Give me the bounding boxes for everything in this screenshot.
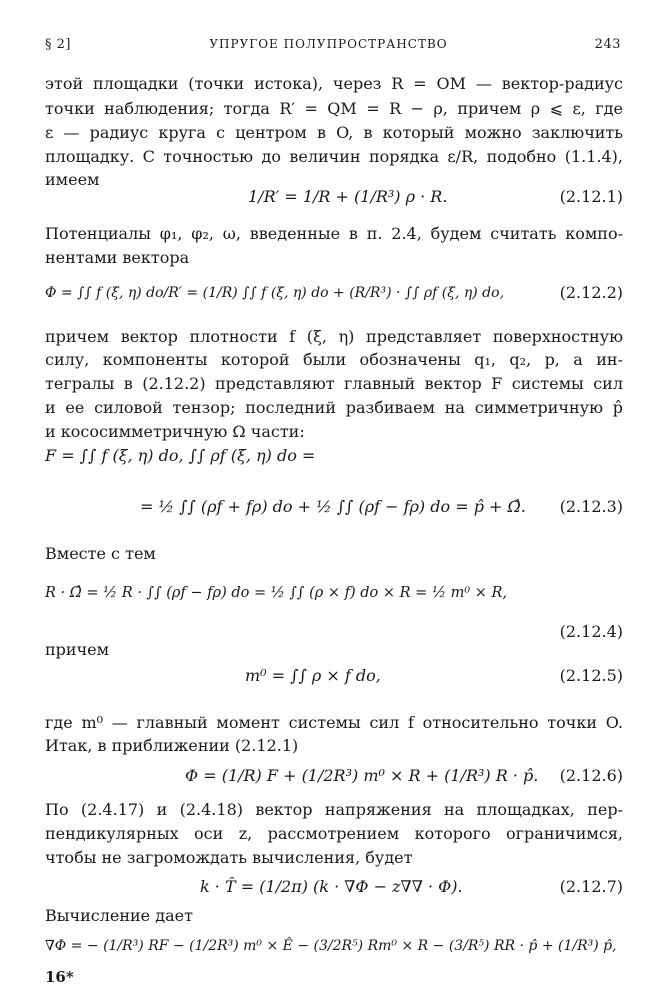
equation-number: (2.12.2) — [559, 283, 623, 302]
text-line: нентами вектора — [45, 248, 190, 267]
text-line: и кососимметричную Ω части: — [45, 422, 305, 441]
equation-gradient-phi: ∇Φ = − (1/R³) RF − (1/2R³) m⁰ × Ê − (3/2R⁵) Rm⁰ × R − (3/R⁵) RR · p̂ + (1/R³) p̂, — [45, 938, 617, 954]
equation-2-12-3-part1: F = ∫∫ f (ξ, η) do, ∫∫ ρf (ξ, η) do = — [45, 446, 316, 465]
text-line: По (2.4.17) и (2.4.18) вектор напряжения на площадках, пер- — [45, 800, 623, 819]
text-line: Итак, в приближении (2.12.1) — [45, 736, 299, 755]
text-line: Вычисление дает — [45, 906, 193, 925]
equation-2-12-4: R · Ω̂ = ½ R · ∫∫ (ρf − fρ) do = ½ ∫∫ (ρ × f) do × R = ½ m⁰ × R, — [45, 585, 508, 601]
running-title: УПРУГОЕ ПОЛУПРОСТРАНСТВО — [209, 37, 448, 51]
text-line: ε — радиус круга с центром в O, в который можно заключить — [45, 123, 623, 142]
equation-2-12-6: Φ = (1/R) F + (1/2R³) m⁰ × R + (1/R³) R · p̂. — [185, 766, 539, 785]
text-line: причем — [45, 640, 110, 659]
equation-number: (2.12.6) — [559, 766, 623, 785]
equation-2-12-7: k · T̂ = (1/2π) (k · ∇Φ − z∇∇ · Φ). — [200, 877, 463, 896]
text-line: пендикулярных оси z, рассмотрением которого ограничимся, — [45, 824, 623, 843]
equation-number: (2.12.5) — [559, 666, 623, 685]
section-label: § 2] — [45, 37, 71, 52]
page-number: 243 — [594, 37, 621, 52]
text-line: и ее силовой тензор; последний разбиваем на симметричную p̂ — [45, 398, 623, 417]
signature-mark: 16* — [45, 968, 74, 986]
equation-2-12-2: Φ = ∫∫ f (ξ, η) do/R′ = (1/R) ∫∫ f (ξ, η) do + (R/R³) · ∫∫ ρf (ξ, η) do, — [45, 285, 505, 301]
text-line: точки наблюдения; тогда R′ = QM = R − ρ, причем ρ ⩽ ε, где — [45, 99, 623, 118]
equation-2-12-1: 1/R′ = 1/R + (1/R³) ρ · R. — [248, 187, 448, 206]
text-line: где m⁰ — главный момент системы сил f относительно точки O. — [45, 713, 623, 732]
text-line: чтобы не загромождать вычисления, будет — [45, 848, 413, 867]
equation-number: (2.12.3) — [559, 497, 623, 516]
text-line: этой площадки (точки истока), через R = OM — вектор-радиус — [45, 74, 623, 93]
text-line: тегралы в (2.12.2) представляют главный вектор F системы сил — [45, 374, 623, 393]
equation-number: (2.12.7) — [559, 877, 623, 896]
equation-number: (2.12.4) — [559, 622, 623, 641]
text-line: площадку. С точностью до величин порядка ε/R, подобно (1.1.4), — [45, 147, 623, 166]
equation-number: (2.12.1) — [559, 187, 623, 206]
equation-2-12-3-part2: = ½ ∫∫ (ρf + fρ) do + ½ ∫∫ (ρf − fρ) do = p̂ + Ω̂. — [140, 497, 526, 516]
text-line: Вместе с тем — [45, 544, 156, 563]
equation-2-12-5: m⁰ = ∫∫ ρ × f do, — [245, 666, 381, 685]
text-line: имеем — [45, 170, 100, 189]
text-line: причем вектор плотности f (ξ, η) представляет поверхностную — [45, 327, 623, 346]
text-line: Потенциалы φ₁, φ₂, ω, введенные в п. 2.4, будем считать компо- — [45, 224, 623, 243]
text-line: силу, компоненты которой были обозначены q₁, q₂, p, а ин- — [45, 350, 623, 369]
